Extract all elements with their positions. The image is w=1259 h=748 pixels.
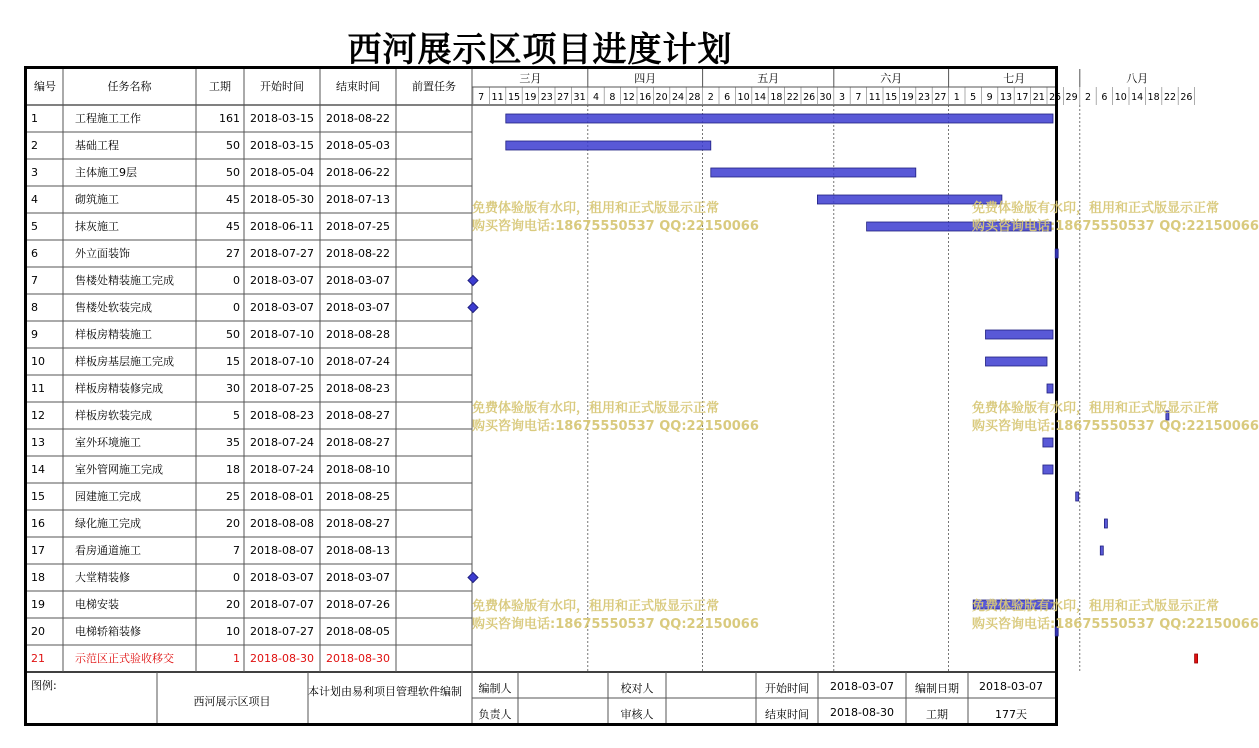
task-name: 绿化施工完成 [75, 517, 141, 530]
task-id: 1 [31, 112, 38, 125]
task-start: 2018-07-07 [250, 598, 314, 611]
task-name: 示范区正式验收移交 [75, 652, 174, 665]
task-bar [867, 222, 1052, 231]
end-label: 结束时间 [765, 708, 809, 721]
task-end: 2018-03-07 [326, 571, 390, 584]
task-duration: 10 [226, 625, 240, 638]
header-end: 结束时间 [336, 80, 380, 93]
timescale-day: 10 [1114, 92, 1127, 103]
task-end: 2018-08-27 [326, 436, 390, 449]
milestone-marker [468, 573, 478, 583]
task-end: 2018-08-22 [326, 247, 390, 260]
task-start: 2018-03-07 [250, 571, 314, 584]
legend-label: 图例: [31, 679, 57, 692]
date-label: 编制日期 [915, 682, 959, 695]
timescale-day: 30 [819, 92, 832, 103]
task-name: 电梯安装 [75, 598, 119, 611]
task-bar [506, 114, 1053, 123]
task-start: 2018-03-15 [250, 112, 314, 125]
task-start: 2018-07-10 [250, 328, 314, 341]
watermark: 免费体验版有水印，租用和正式版显示正常 购买咨询电话:18675550537 QQ:22150066 [972, 599, 1259, 632]
timescale-day: 19 [524, 92, 537, 103]
task-id: 9 [31, 328, 38, 341]
task-id: 14 [31, 463, 45, 476]
timescale-day: 18 [1147, 92, 1160, 103]
task-start: 2018-07-10 [250, 355, 314, 368]
timescale-day: 29 [1065, 92, 1078, 103]
timescale-day: 11 [491, 92, 504, 103]
task-name: 工程施工工作 [75, 112, 141, 125]
task-start: 2018-05-30 [250, 193, 314, 206]
task-bar [1104, 519, 1107, 528]
watermark: 免费体验版有水印，租用和正式版显示正常 购买咨询电话:18675550537 QQ:22150066 [472, 201, 759, 234]
task-duration: 5 [233, 409, 240, 422]
task-name: 室外管网施工完成 [75, 463, 163, 476]
task-start: 2018-08-23 [250, 409, 314, 422]
task-name: 抹灰施工 [75, 220, 119, 233]
task-duration: 0 [233, 571, 240, 584]
task-duration: 50 [226, 166, 240, 179]
timescale-day: 22 [786, 92, 799, 103]
timescale-month: 七月 [1003, 72, 1026, 85]
end-value: 2018-08-30 [830, 706, 894, 719]
software-note: 本计划由易利项目管理软件编制 [308, 685, 462, 698]
timescale-day: 16 [639, 92, 652, 103]
timescale-day: 26 [1180, 92, 1193, 103]
task-duration: 50 [226, 139, 240, 152]
task-end: 2018-07-24 [326, 355, 390, 368]
task-end: 2018-03-07 [326, 274, 390, 287]
timescale-day: 15 [507, 92, 521, 103]
task-start: 2018-03-15 [250, 139, 314, 152]
timescale-day: 7 [855, 92, 862, 103]
timescale-day: 7 [478, 92, 485, 103]
task-end: 2018-08-27 [326, 517, 390, 530]
task-duration: 30 [226, 382, 240, 395]
timescale-day: 2 [707, 92, 714, 103]
task-id: 13 [31, 436, 45, 449]
task-end: 2018-03-07 [326, 301, 390, 314]
timescale-day: 6 [724, 92, 731, 103]
task-end: 2018-08-27 [326, 409, 390, 422]
task-duration: 25 [226, 490, 240, 503]
task-name: 大堂精装修 [75, 571, 130, 584]
task-name: 售楼处精装施工完成 [75, 274, 174, 287]
timescale-day: 11 [868, 92, 881, 103]
task-duration: 27 [226, 247, 240, 260]
timescale-day: 23 [917, 92, 931, 103]
editor-label: 编制人 [478, 682, 512, 695]
timescale-day: 13 [999, 92, 1013, 103]
task-start: 2018-07-27 [250, 247, 314, 260]
task-id: 20 [31, 625, 45, 638]
task-bar [1076, 492, 1079, 501]
project-name: 西河展示区项目 [193, 695, 271, 708]
task-start: 2018-08-01 [250, 490, 314, 503]
timescale-day: 2 [1084, 92, 1092, 103]
timescale-day: 20 [655, 92, 668, 103]
task-id: 10 [31, 355, 45, 368]
task-name: 外立面装饰 [75, 247, 130, 260]
task-start: 2018-08-07 [250, 544, 314, 557]
task-id: 6 [31, 247, 38, 260]
task-bar [986, 330, 1054, 339]
timescale-day: 17 [1016, 92, 1029, 103]
header-id: 编号 [34, 80, 56, 93]
task-duration: 161 [219, 112, 240, 125]
task-bar [1100, 546, 1103, 555]
timescale-day: 27 [557, 92, 570, 103]
timescale-day: 14 [753, 92, 767, 103]
task-start: 2018-06-11 [250, 220, 314, 233]
timescale-day: 21 [1032, 92, 1045, 103]
task-duration: 0 [233, 274, 240, 287]
task-bar [1047, 384, 1053, 393]
timescale-day: 27 [934, 92, 947, 103]
watermark: 免费体验版有水印，租用和正式版显示正常 购买咨询电话:18675550537 QQ:22150066 [472, 401, 759, 434]
task-end: 2018-07-13 [326, 193, 390, 206]
task-bar [711, 168, 916, 177]
page-title: 西河展示区项目进度计划 [347, 30, 733, 70]
timescale-day: 18 [770, 92, 783, 103]
timescale-day: 8 [609, 92, 616, 103]
timescale-day: 4 [592, 92, 600, 103]
task-id: 11 [31, 382, 45, 395]
task-duration: 45 [226, 193, 240, 206]
timescale-day: 6 [1101, 92, 1108, 103]
task-end: 2018-08-10 [326, 463, 390, 476]
task-bar [1055, 249, 1058, 258]
timescale-month: 八月 [1126, 72, 1149, 85]
watermark: 免费体验版有水印，租用和正式版显示正常 购买咨询电话:18675550537 QQ:22150066 [972, 201, 1259, 234]
task-id: 18 [31, 571, 45, 584]
task-end: 2018-08-05 [326, 625, 390, 638]
task-name: 园建施工完成 [75, 490, 141, 503]
task-id: 21 [31, 652, 45, 665]
task-duration: 50 [226, 328, 240, 341]
task-name: 基础工程 [75, 139, 119, 152]
task-duration: 45 [226, 220, 240, 233]
milestone-marker [468, 303, 478, 313]
timescale-day: 3 [838, 92, 846, 103]
task-end: 2018-08-30 [326, 652, 390, 665]
auditor-label: 审核人 [620, 708, 654, 721]
task-start: 2018-08-30 [250, 652, 314, 665]
header-predecessor: 前置任务 [412, 80, 456, 93]
timescale-day: 26 [803, 92, 816, 103]
task-start: 2018-05-04 [250, 166, 314, 179]
task-name: 主体施工9层 [75, 166, 137, 179]
task-id: 2 [31, 139, 38, 152]
timescale-day: 5 [970, 92, 977, 103]
task-start: 2018-08-08 [250, 517, 314, 530]
task-end: 2018-07-26 [326, 598, 390, 611]
timescale-day: 23 [540, 92, 553, 103]
task-id: 4 [31, 193, 38, 206]
task-duration: 20 [226, 598, 240, 611]
task-duration: 7 [233, 544, 240, 557]
task-start: 2018-07-27 [250, 625, 314, 638]
task-duration: 18 [226, 463, 240, 476]
header-start: 开始时间 [260, 80, 304, 93]
task-name: 电梯轿箱装修 [75, 625, 141, 638]
timescale-day: 31 [573, 92, 586, 103]
task-start: 2018-07-24 [250, 463, 314, 476]
timescale-day: 10 [737, 92, 750, 103]
timescale-day: 1 [953, 92, 960, 103]
task-end: 2018-08-13 [326, 544, 390, 557]
task-end: 2018-08-28 [326, 328, 390, 341]
timescale-month: 五月 [757, 72, 780, 85]
task-name: 样板房精装修完成 [75, 382, 163, 395]
period-label: 工期 [926, 708, 948, 721]
task-start: 2018-03-07 [250, 274, 314, 287]
timescale-day: 24 [671, 92, 685, 103]
task-id: 3 [31, 166, 38, 179]
task-id: 16 [31, 517, 45, 530]
task-end: 2018-08-22 [326, 112, 390, 125]
timescale-day: 14 [1131, 92, 1144, 103]
start-value: 2018-03-07 [830, 680, 894, 693]
timescale-day: 25 [1049, 92, 1062, 103]
watermark: 免费体验版有水印，租用和正式版显示正常 购买咨询电话:18675550537 QQ:22150066 [472, 599, 759, 632]
period-value: 177天 [995, 708, 1027, 721]
task-duration: 1 [233, 652, 240, 665]
task-bar [817, 195, 1002, 204]
task-name: 样板房软装完成 [75, 409, 152, 422]
start-label: 开始时间 [765, 682, 809, 695]
task-id: 5 [31, 220, 38, 233]
timescale-month: 三月 [519, 72, 542, 85]
task-duration: 0 [233, 301, 240, 314]
task-id: 19 [31, 598, 45, 611]
task-name: 样板房基层施工完成 [75, 355, 174, 368]
date-value: 2018-03-07 [979, 680, 1043, 693]
task-end: 2018-07-25 [326, 220, 390, 233]
header-duration: 工期 [209, 80, 231, 93]
task-end: 2018-06-22 [326, 166, 390, 179]
task-bar [973, 600, 1053, 609]
task-bar [1043, 438, 1053, 447]
header-name: 任务名称 [107, 80, 152, 93]
task-bar [1166, 411, 1169, 420]
timescale-day: 28 [688, 92, 701, 103]
milestone-marker [468, 276, 478, 286]
task-name: 室外环境施工 [75, 436, 141, 449]
task-bar [1195, 654, 1198, 663]
timescale-day: 15 [885, 92, 898, 103]
task-bar [1043, 465, 1053, 474]
task-id: 8 [31, 301, 38, 314]
task-end: 2018-05-03 [326, 139, 390, 152]
timescale-month: 六月 [880, 72, 903, 85]
timescale-day: 19 [901, 92, 914, 103]
task-end: 2018-08-25 [326, 490, 390, 503]
timescale-day: 22 [1163, 92, 1177, 103]
task-end: 2018-08-23 [326, 382, 390, 395]
task-id: 7 [31, 274, 38, 287]
task-start: 2018-07-24 [250, 436, 314, 449]
task-bar [506, 141, 711, 150]
timescale-day: 9 [986, 92, 993, 103]
timescale-day: 12 [622, 92, 635, 103]
task-id: 15 [31, 490, 45, 503]
task-name: 样板房精装施工 [75, 328, 152, 341]
task-id: 17 [31, 544, 45, 557]
task-name: 砌筑施工 [75, 193, 119, 206]
owner-label: 负责人 [478, 708, 512, 721]
reviewer-label: 校对人 [620, 682, 654, 695]
task-start: 2018-07-25 [250, 382, 314, 395]
timescale-month: 四月 [634, 72, 657, 85]
task-bar [1055, 627, 1058, 636]
task-id: 12 [31, 409, 45, 422]
task-name: 看房通道施工 [75, 544, 141, 557]
task-duration: 20 [226, 517, 240, 530]
watermark: 免费体验版有水印，租用和正式版显示正常 购买咨询电话:18675550537 QQ:22150066 [972, 401, 1259, 434]
task-name: 售楼处软装完成 [75, 301, 152, 314]
task-duration: 35 [226, 436, 240, 449]
task-duration: 15 [226, 355, 240, 368]
task-bar [986, 357, 1048, 366]
task-start: 2018-03-07 [250, 301, 314, 314]
